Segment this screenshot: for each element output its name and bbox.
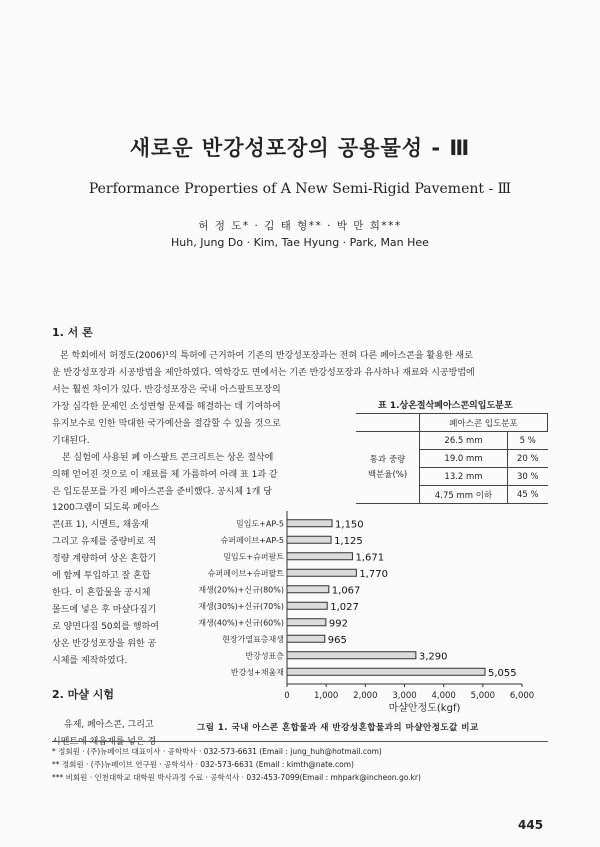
sieve-size-cell: 26.5 mm bbox=[420, 432, 508, 450]
data-label: 1,671 bbox=[355, 552, 385, 564]
footnote: * 정회원 · (주)뉴페이브 대표이사 · 공학박사 · 032-573-6631 (Email : jung_huh@hotmail.com) bbox=[52, 747, 382, 756]
x-tick-label: 1,000 bbox=[313, 691, 339, 701]
paragraph-line: 상온 반강성포장을 위한 공 bbox=[52, 639, 157, 649]
footnote-divider bbox=[52, 741, 548, 742]
data-label: 992 bbox=[328, 618, 348, 630]
passing-percent-cell: 5 % bbox=[508, 432, 548, 450]
x-axis-label: 마샬안정도(kgf) bbox=[388, 703, 461, 714]
paragraph-line: 서는 훨씬 차이가 있다. 반강성포장은 국내 아스팔트포장의 bbox=[52, 385, 281, 395]
passing-percent-cell: 20 % bbox=[508, 450, 548, 468]
data-label: 1,150 bbox=[335, 519, 364, 531]
marshall-stability-chart bbox=[180, 505, 555, 715]
category-label: 밀입도+AP-5 bbox=[236, 519, 284, 529]
row-label-cell bbox=[356, 432, 420, 504]
x-tick-label: 0 bbox=[284, 691, 290, 701]
table-header: 폐아스콘 입도분포 bbox=[420, 414, 548, 432]
bar bbox=[287, 520, 332, 527]
sieve-size-cell: 19.0 mm bbox=[420, 450, 508, 468]
paper-title: 새로운 반강성포장의 공용물성 - Ⅲ bbox=[129, 136, 471, 160]
category-label: 재생(40%)+신규(60%) bbox=[198, 618, 284, 628]
sieve-size-cell: 4.75 mm 이하 bbox=[420, 486, 508, 504]
bar bbox=[287, 652, 416, 659]
figure-caption: 그림 1. 국내 아스콘 혼합물과 새 반강성혼합물과의 마샬안정도값 비교 bbox=[197, 723, 479, 733]
paragraph-line: 가장 심각한 문제인 소성변형 문제를 해결하는 데 기여하여 bbox=[52, 402, 281, 412]
data-label: 965 bbox=[327, 634, 347, 646]
bar bbox=[287, 536, 331, 543]
sieve-size-cell: 13.2 mm bbox=[420, 468, 508, 486]
paragraph-line: 시체를 제작하였다. bbox=[52, 656, 128, 666]
paper-subtitle: Performance Properties of A New Semi-Rigid Pavement - Ⅲ bbox=[88, 181, 512, 197]
data-label: 5,055 bbox=[487, 667, 517, 679]
section-heading-marshall-test: 2. 마샬 시험 bbox=[52, 688, 114, 701]
paragraph-line: 본 실험에 사용된 폐 아스팔트 콘크리트는 상온 절삭에 bbox=[62, 453, 274, 463]
category-label: 반강성+채움재 bbox=[230, 667, 284, 677]
paragraph-line: 그리고 유제를 중량비로 적 bbox=[52, 537, 157, 547]
category-label: 반강성표층 bbox=[245, 651, 284, 661]
x-tick-label: 2,000 bbox=[353, 691, 378, 701]
paragraph-line: 본 학회에서 허정도(2006)¹의 특허에 근거하여 기존의 반강성포장과는 전혀 다른 폐아스콘을 활용한 새로 bbox=[60, 351, 473, 361]
authors-korean: 허 정 도* · 김 태 형** · 박 만 희*** bbox=[198, 220, 402, 232]
x-tick-label: 4,000 bbox=[431, 691, 456, 701]
paragraph-line: 의해 얻어진 것으로 이 재료를 체 가름하여 아래 표 1과 같 bbox=[52, 470, 278, 480]
bar bbox=[287, 586, 329, 593]
paragraph-line: 로 양면다짐 50회를 행하여 bbox=[52, 622, 159, 632]
x-tick-label: 6,000 bbox=[509, 691, 535, 701]
row-label-line: 통과 중량 bbox=[369, 454, 406, 465]
category-label: 재생(30%)+신규(70%) bbox=[198, 601, 284, 611]
paragraph-line: 1200그램이 되도록 폐아스 bbox=[52, 503, 159, 513]
passing-percent-cell: 30 % bbox=[508, 468, 548, 486]
page-number: 445 bbox=[518, 818, 544, 832]
category-label: 슈퍼페이브+AP-5 bbox=[220, 535, 284, 545]
paragraph-line: 정량 계량하여 상온 혼합기 bbox=[52, 554, 157, 564]
paragraph-line: 은 입도분포를 가진 폐아스콘을 준비했다. 공시체 1개 당 bbox=[52, 487, 272, 497]
data-label: 1,027 bbox=[330, 601, 359, 613]
authors-english: Huh, Jung Do · Kim, Tae Hyung · Park, Man Hee bbox=[171, 236, 429, 249]
data-label: 1,067 bbox=[331, 585, 361, 597]
category-label: 밀입도+슈퍼팔트 bbox=[223, 552, 284, 562]
footnote: *** 비회원 · 인천대학교 대학원 박사과정 수료 · 공학석사 · 032-453-7099(Email : mhpark@incheon.go.kr) bbox=[52, 773, 421, 782]
bar bbox=[287, 668, 485, 675]
data-label: 3,290 bbox=[418, 651, 448, 663]
bar bbox=[287, 619, 326, 626]
category-label: 현장가열표층재생 bbox=[222, 634, 284, 644]
footnote: ** 정회원 · (주)뉴페이브 연구원 · 공학석사 · 032-573-6631 (Email : kimth@nate.com) bbox=[52, 760, 354, 769]
bar bbox=[287, 602, 327, 609]
paragraph-line: 몰드에 넣은 후 마샬다짐기 bbox=[52, 605, 157, 615]
bar bbox=[287, 569, 356, 576]
paragraph-line: 에 함께 투입하고 잘 혼합 bbox=[52, 571, 151, 581]
paragraph-line: 유지보수로 인한 막대한 국가예산을 절감할 수 있을 것으로 bbox=[52, 419, 281, 429]
bar bbox=[287, 553, 352, 560]
paragraph-line: 콘(표 1), 시멘트, 채움재 bbox=[52, 520, 149, 530]
paragraph-line: 시멘트에 채움재를 넣은 경 bbox=[52, 737, 157, 747]
paragraph-line: 유제, 폐아스콘, 그리고 bbox=[64, 720, 154, 730]
table-title: 표 1.상온절삭폐아스콘의입도분포 bbox=[378, 401, 513, 411]
category-label: 슈퍼페이브+슈퍼팔트 bbox=[207, 568, 284, 578]
data-label: 1,770 bbox=[359, 568, 388, 580]
x-tick-label: 5,000 bbox=[470, 691, 496, 701]
paragraph-line: 기대된다. bbox=[52, 436, 90, 446]
passing-percent-cell: 45 % bbox=[508, 486, 548, 504]
x-tick-label: 3,000 bbox=[392, 691, 417, 701]
section-heading-introduction: 1. 서 론 bbox=[52, 326, 93, 339]
category-label: 재생(20%)+신규(80%) bbox=[198, 585, 284, 595]
table-corner-cell bbox=[356, 414, 420, 432]
gradation-table bbox=[356, 413, 548, 504]
row-label-line: 백분율(%) bbox=[367, 469, 408, 480]
paragraph-line: 한다. 이 혼합물을 공시체 bbox=[52, 588, 151, 598]
paragraph-line: 운 반강성포장과 시공방법을 제안하였다. 역학강도 면에서는 기존 반강성포장과 유사하나 재료와 시공방법에 bbox=[52, 368, 475, 378]
data-label: 1,125 bbox=[334, 535, 363, 547]
bar bbox=[287, 635, 325, 642]
